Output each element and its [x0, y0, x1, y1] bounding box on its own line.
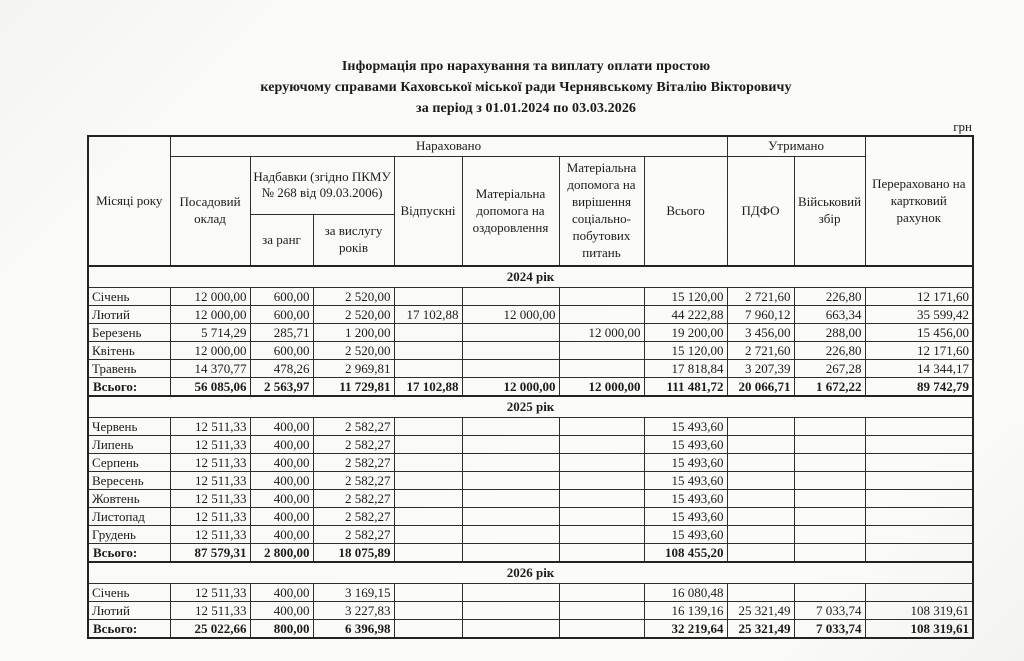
- value-cell: 12 000,00: [559, 378, 644, 397]
- table-row: [88, 490, 973, 508]
- value-cell: 400,00: [250, 472, 313, 490]
- value-cell: [794, 472, 865, 490]
- value-cell: [394, 342, 462, 360]
- value-cell: 400,00: [250, 418, 313, 436]
- value-cell: 87 579,31: [170, 544, 250, 563]
- value-cell: [794, 418, 865, 436]
- year-band-row: [88, 266, 973, 288]
- value-cell: [865, 418, 973, 436]
- col-header-total: Всього: [644, 156, 727, 266]
- month-cell: Січень: [88, 584, 170, 602]
- value-cell: 15 493,60: [644, 490, 727, 508]
- value-cell: [559, 526, 644, 544]
- value-cell: 6 396,98: [313, 620, 394, 639]
- value-cell: [394, 544, 462, 563]
- value-cell: 12 000,00: [170, 306, 250, 324]
- value-cell: 15 456,00: [865, 324, 973, 342]
- total-label-cell: Всього:: [88, 620, 170, 639]
- value-cell: [394, 324, 462, 342]
- total-label-cell: Всього:: [88, 544, 170, 563]
- value-cell: 2 582,27: [313, 454, 394, 472]
- value-cell: [559, 454, 644, 472]
- table-row: [88, 418, 973, 436]
- month-cell: Січень: [88, 288, 170, 306]
- value-cell: [462, 436, 559, 454]
- value-cell: 2 721,60: [727, 288, 794, 306]
- value-cell: 56 085,06: [170, 378, 250, 397]
- value-cell: 12 511,33: [170, 584, 250, 602]
- value-cell: 12 511,33: [170, 418, 250, 436]
- value-cell: [394, 526, 462, 544]
- col-header-aid-social: Матеріальна допомога на вирішення соціально-побутових питань: [559, 156, 644, 266]
- total-row: [88, 378, 973, 397]
- value-cell: 12 171,60: [865, 342, 973, 360]
- value-cell: 226,80: [794, 342, 865, 360]
- col-header-vacation: Відпускні: [394, 156, 462, 266]
- value-cell: 663,34: [794, 306, 865, 324]
- value-cell: [794, 584, 865, 602]
- value-cell: 89 742,79: [865, 378, 973, 397]
- value-cell: [559, 472, 644, 490]
- value-cell: 285,71: [250, 324, 313, 342]
- value-cell: [462, 620, 559, 639]
- value-cell: 14 370,77: [170, 360, 250, 378]
- value-cell: 12 511,33: [170, 454, 250, 472]
- value-cell: [559, 584, 644, 602]
- value-cell: [462, 526, 559, 544]
- value-cell: 267,28: [794, 360, 865, 378]
- year-band-label: 2025 рік: [88, 396, 973, 418]
- value-cell: 15 493,60: [644, 526, 727, 544]
- value-cell: 1 200,00: [313, 324, 394, 342]
- value-cell: [394, 602, 462, 620]
- year-band-row: [88, 562, 973, 584]
- value-cell: [727, 508, 794, 526]
- value-cell: [727, 526, 794, 544]
- value-cell: 600,00: [250, 306, 313, 324]
- value-cell: 15 493,60: [644, 508, 727, 526]
- value-cell: [394, 418, 462, 436]
- value-cell: 800,00: [250, 620, 313, 639]
- value-cell: 16 080,48: [644, 584, 727, 602]
- value-cell: 18 075,89: [313, 544, 394, 563]
- document-title: [14, 0, 1024, 119]
- value-cell: [727, 454, 794, 472]
- month-cell: Березень: [88, 324, 170, 342]
- payroll-table: [87, 135, 974, 639]
- value-cell: 12 000,00: [170, 288, 250, 306]
- value-cell: [794, 508, 865, 526]
- value-cell: 3 169,15: [313, 584, 394, 602]
- value-cell: 7 033,74: [794, 602, 865, 620]
- value-cell: [462, 360, 559, 378]
- col-header-months: Місяці року: [88, 136, 170, 266]
- value-cell: [727, 436, 794, 454]
- value-cell: [559, 602, 644, 620]
- table-row: [88, 526, 973, 544]
- year-band-label: 2024 рік: [88, 266, 973, 288]
- value-cell: 15 493,60: [644, 472, 727, 490]
- value-cell: 400,00: [250, 602, 313, 620]
- value-cell: [462, 584, 559, 602]
- value-cell: 12 000,00: [170, 342, 250, 360]
- value-cell: 5 714,29: [170, 324, 250, 342]
- year-band-row: [88, 396, 973, 418]
- value-cell: 2 582,27: [313, 508, 394, 526]
- value-cell: 16 139,16: [644, 602, 727, 620]
- value-cell: [394, 360, 462, 378]
- month-cell: Червень: [88, 418, 170, 436]
- value-cell: [794, 544, 865, 563]
- total-label-cell: Всього:: [88, 378, 170, 397]
- value-cell: 288,00: [794, 324, 865, 342]
- value-cell: [559, 288, 644, 306]
- value-cell: [559, 342, 644, 360]
- value-cell: [394, 454, 462, 472]
- value-cell: 2 582,27: [313, 472, 394, 490]
- value-cell: 11 729,81: [313, 378, 394, 397]
- value-cell: 25 321,49: [727, 620, 794, 639]
- value-cell: 19 200,00: [644, 324, 727, 342]
- value-cell: 600,00: [250, 288, 313, 306]
- table-row: [88, 324, 973, 342]
- value-cell: 2 969,81: [313, 360, 394, 378]
- value-cell: [559, 508, 644, 526]
- total-row: [88, 620, 973, 639]
- year-band-label: 2026 рік: [88, 562, 973, 584]
- value-cell: [727, 472, 794, 490]
- value-cell: 35 599,42: [865, 306, 973, 324]
- value-cell: 2 563,97: [250, 378, 313, 397]
- value-cell: [865, 454, 973, 472]
- value-cell: [727, 544, 794, 563]
- value-cell: 3 456,00: [727, 324, 794, 342]
- value-cell: [559, 490, 644, 508]
- value-cell: 400,00: [250, 526, 313, 544]
- col-group-withheld: Утримано: [727, 136, 865, 156]
- value-cell: [865, 526, 973, 544]
- value-cell: 20 066,71: [727, 378, 794, 397]
- value-cell: [794, 490, 865, 508]
- value-cell: 17 818,84: [644, 360, 727, 378]
- month-cell: Вересень: [88, 472, 170, 490]
- table-row: [88, 454, 973, 472]
- value-cell: [462, 454, 559, 472]
- value-cell: 12 511,33: [170, 472, 250, 490]
- value-cell: 2 520,00: [313, 288, 394, 306]
- col-header-for-seniority: за вислугу років: [313, 214, 394, 266]
- month-cell: Травень: [88, 360, 170, 378]
- month-cell: Серпень: [88, 454, 170, 472]
- value-cell: [865, 584, 973, 602]
- value-cell: [865, 490, 973, 508]
- col-header-military-levy: Військовий збір: [794, 156, 865, 266]
- title-line-2: керуючому справами Каховської міської ради Чернявському Віталію Вікторовичу: [260, 80, 792, 95]
- value-cell: 7 960,12: [727, 306, 794, 324]
- value-cell: [394, 584, 462, 602]
- value-cell: 400,00: [250, 454, 313, 472]
- value-cell: [865, 472, 973, 490]
- table-row: [88, 436, 973, 454]
- value-cell: [394, 472, 462, 490]
- value-cell: 2 800,00: [250, 544, 313, 563]
- month-cell: Жовтень: [88, 490, 170, 508]
- value-cell: [559, 360, 644, 378]
- month-cell: Лютий: [88, 306, 170, 324]
- value-cell: 15 493,60: [644, 418, 727, 436]
- value-cell: [462, 602, 559, 620]
- value-cell: [727, 490, 794, 508]
- value-cell: 226,80: [794, 288, 865, 306]
- table-row: [88, 360, 973, 378]
- value-cell: [865, 436, 973, 454]
- value-cell: 12 511,33: [170, 490, 250, 508]
- table-row: [88, 602, 973, 620]
- value-cell: 3 227,83: [313, 602, 394, 620]
- value-cell: 15 493,60: [644, 454, 727, 472]
- title-line-3: за період з 01.01.2024 по 03.03.2026: [415, 101, 637, 116]
- value-cell: [865, 544, 973, 563]
- value-cell: [394, 288, 462, 306]
- col-header-pdfo: ПДФО: [727, 156, 794, 266]
- value-cell: [559, 544, 644, 563]
- value-cell: 400,00: [250, 508, 313, 526]
- value-cell: 108 455,20: [644, 544, 727, 563]
- value-cell: 478,26: [250, 360, 313, 378]
- table-body: [88, 266, 973, 638]
- table-row: [88, 342, 973, 360]
- value-cell: 108 319,61: [865, 620, 973, 639]
- value-cell: 400,00: [250, 490, 313, 508]
- value-cell: 12 511,33: [170, 508, 250, 526]
- col-group-accrued: Нараховано: [170, 136, 727, 156]
- value-cell: 2 721,60: [727, 342, 794, 360]
- value-cell: 2 520,00: [313, 306, 394, 324]
- value-cell: [394, 508, 462, 526]
- value-cell: [865, 508, 973, 526]
- month-cell: Грудень: [88, 526, 170, 544]
- value-cell: 17 102,88: [394, 306, 462, 324]
- value-cell: 15 120,00: [644, 288, 727, 306]
- value-cell: 12 511,33: [170, 436, 250, 454]
- value-cell: 12 511,33: [170, 526, 250, 544]
- value-cell: 400,00: [250, 584, 313, 602]
- value-cell: 12 000,00: [462, 306, 559, 324]
- value-cell: [559, 620, 644, 639]
- value-cell: 3 207,39: [727, 360, 794, 378]
- currency-note: грн: [953, 119, 972, 134]
- value-cell: 25 321,49: [727, 602, 794, 620]
- value-cell: 400,00: [250, 436, 313, 454]
- value-cell: 15 120,00: [644, 342, 727, 360]
- table-row: [88, 306, 973, 324]
- table-row: [88, 288, 973, 306]
- value-cell: [394, 490, 462, 508]
- value-cell: [794, 526, 865, 544]
- value-cell: [559, 418, 644, 436]
- value-cell: [462, 472, 559, 490]
- value-cell: 15 493,60: [644, 436, 727, 454]
- value-cell: [394, 436, 462, 454]
- month-cell: Лютий: [88, 602, 170, 620]
- month-cell: Квітень: [88, 342, 170, 360]
- col-header-aid-health: Матеріальна допомога на оздоровлення: [462, 156, 559, 266]
- value-cell: [794, 454, 865, 472]
- value-cell: [462, 342, 559, 360]
- col-group-allowances: Надбавки (згідно ПКМУ № 268 від 09.03.2006): [250, 156, 394, 214]
- col-header-for-rank: за ранг: [250, 214, 313, 266]
- value-cell: 2 582,27: [313, 526, 394, 544]
- value-cell: 2 582,27: [313, 490, 394, 508]
- table-row: [88, 472, 973, 490]
- value-cell: 2 520,00: [313, 342, 394, 360]
- value-cell: 12 171,60: [865, 288, 973, 306]
- value-cell: [559, 306, 644, 324]
- total-row: [88, 544, 973, 563]
- value-cell: 600,00: [250, 342, 313, 360]
- value-cell: [462, 324, 559, 342]
- value-cell: [727, 418, 794, 436]
- value-cell: 32 219,64: [644, 620, 727, 639]
- value-cell: [462, 418, 559, 436]
- table-row: [88, 584, 973, 602]
- value-cell: 12 000,00: [462, 378, 559, 397]
- value-cell: [559, 436, 644, 454]
- col-header-transferred: Перераховано на картковий рахунок: [865, 136, 973, 266]
- value-cell: [794, 436, 865, 454]
- value-cell: 44 222,88: [644, 306, 727, 324]
- value-cell: 111 481,72: [644, 378, 727, 397]
- value-cell: 17 102,88: [394, 378, 462, 397]
- value-cell: 25 022,66: [170, 620, 250, 639]
- value-cell: 7 033,74: [794, 620, 865, 639]
- value-cell: 1 672,22: [794, 378, 865, 397]
- value-cell: 12 000,00: [559, 324, 644, 342]
- value-cell: [727, 584, 794, 602]
- value-cell: [462, 544, 559, 563]
- value-cell: [462, 288, 559, 306]
- value-cell: [462, 508, 559, 526]
- value-cell: [462, 490, 559, 508]
- title-line-1: Інформація про нарахування та виплату оплати простою: [341, 59, 711, 74]
- value-cell: 14 344,17: [865, 360, 973, 378]
- value-cell: [394, 620, 462, 639]
- value-cell: 2 582,27: [313, 436, 394, 454]
- value-cell: 108 319,61: [865, 602, 973, 620]
- table-row: [88, 508, 973, 526]
- month-cell: Липень: [88, 436, 170, 454]
- value-cell: 12 511,33: [170, 602, 250, 620]
- value-cell: 2 582,27: [313, 418, 394, 436]
- month-cell: Листопад: [88, 508, 170, 526]
- col-header-salary: Посадовий оклад: [170, 156, 250, 266]
